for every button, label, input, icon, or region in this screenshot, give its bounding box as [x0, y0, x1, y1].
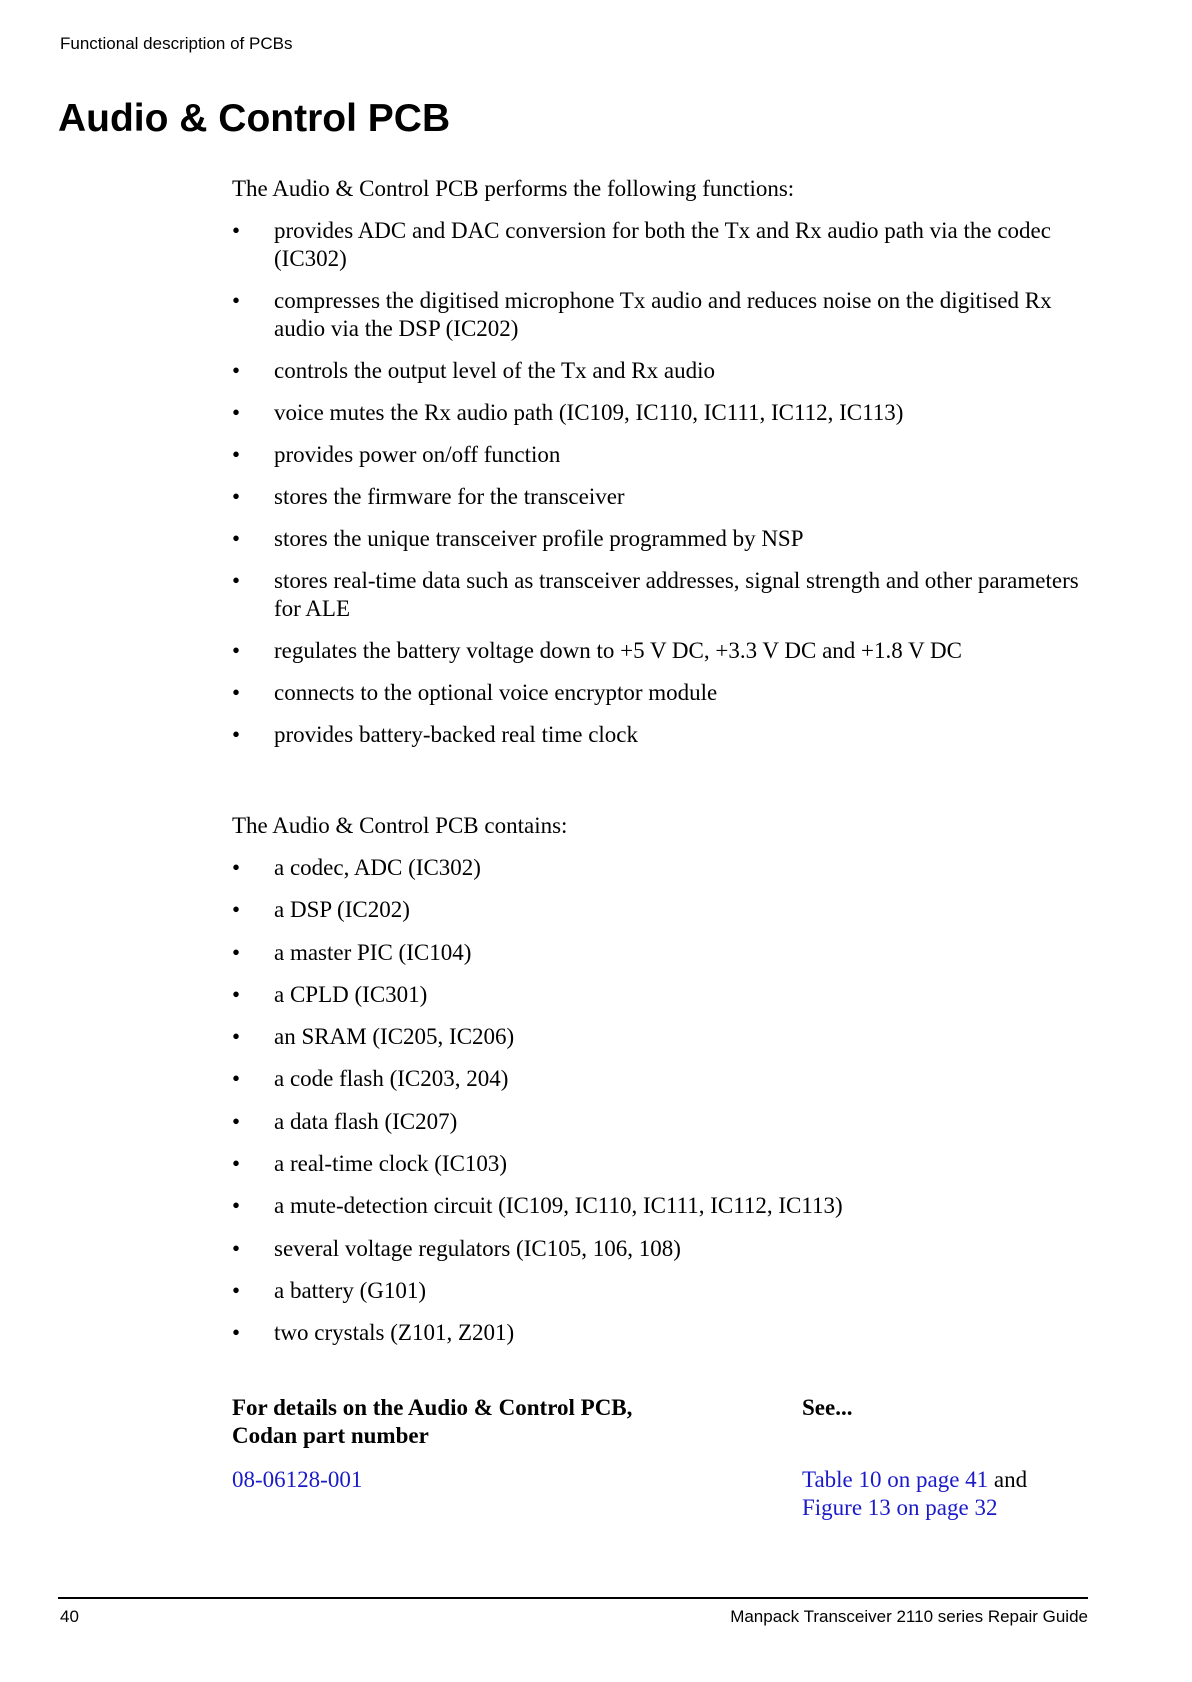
list-item: • compresses the digitised microphone Tx audio and reduces noise on the digitised Rx audio via the DSP (IC202): [232, 287, 1092, 343]
list-item: • voice mutes the Rx audio path (IC109, IC110, IC111, IC112, IC113): [232, 399, 1092, 427]
list-item: • an SRAM (IC205, IC206): [232, 1023, 1092, 1051]
functions-intro: The Audio & Control PCB performs the following functions:: [232, 176, 795, 201]
list-item: • a real-time clock (IC103): [232, 1150, 1092, 1178]
figure-13-link[interactable]: Figure 13 on page 32: [802, 1495, 998, 1520]
document-title: Manpack Transceiver 2110 series Repair Guide: [730, 1607, 1088, 1626]
functions-section: [232, 175, 1092, 763]
table-row: [232, 1466, 1092, 1522]
list-item: • a CPLD (IC301): [232, 981, 1092, 1009]
list-item: • stores real-time data such as transceiver addresses, signal strength and other parameters for ALE: [232, 567, 1092, 623]
list-item: • two crystals (Z101, Z201): [232, 1319, 1092, 1347]
reference-col2-header: See...: [802, 1395, 853, 1420]
list-item: • controls the output level of the Tx and Rx audio: [232, 357, 1092, 385]
reference-table-header: [232, 1394, 1092, 1450]
reference-col1-header-line2: Codan part number: [232, 1423, 429, 1448]
list-item: • a battery (G101): [232, 1277, 1092, 1305]
list-item: • provides battery-backed real time clock: [232, 721, 1092, 749]
footer-divider: [58, 1597, 1088, 1599]
list-item: • a codec, ADC (IC302): [232, 854, 1092, 882]
reference-col1-header-line1: For details on the Audio & Control PCB,: [232, 1395, 633, 1420]
list-item: • stores the firmware for the transceiver: [232, 483, 1092, 511]
list-item: • a code flash (IC203, 204): [232, 1065, 1092, 1093]
reference-table: [232, 1394, 1092, 1522]
page-number: 40: [60, 1607, 79, 1626]
list-item: • a master PIC (IC104): [232, 939, 1092, 967]
running-header: Functional description of PCBs: [60, 34, 293, 53]
list-item: • several voltage regulators (IC105, 106, 108): [232, 1235, 1092, 1263]
list-item: • a data flash (IC207): [232, 1108, 1092, 1136]
list-item: • a mute-detection circuit (IC109, IC110, IC111, IC112, IC113): [232, 1192, 1092, 1220]
list-item: • provides ADC and DAC conversion for both the Tx and Rx audio path via the codec (IC302): [232, 217, 1092, 273]
list-item: • a DSP (IC202): [232, 896, 1092, 924]
list-item: • regulates the battery voltage down to +5 V DC, +3.3 V DC and +1.8 V DC: [232, 637, 1092, 665]
part-number-link[interactable]: 08-06128-001: [232, 1467, 363, 1492]
list-item: • connects to the optional voice encryptor module: [232, 679, 1092, 707]
reference-col1-header: [232, 1394, 802, 1450]
contents-intro: The Audio & Control PCB contains:: [232, 813, 568, 838]
contents-section: [232, 812, 1092, 1362]
table-10-link[interactable]: Table 10 on page 41: [802, 1467, 989, 1492]
list-item: • provides power on/off function: [232, 441, 1092, 469]
functions-list: [232, 217, 1092, 749]
contents-list: [232, 854, 1092, 1347]
page-title: Audio & Control PCB: [58, 97, 451, 140]
link-joiner: and: [993, 1467, 1028, 1492]
list-item: • stores the unique transceiver profile programmed by NSP: [232, 525, 1092, 553]
